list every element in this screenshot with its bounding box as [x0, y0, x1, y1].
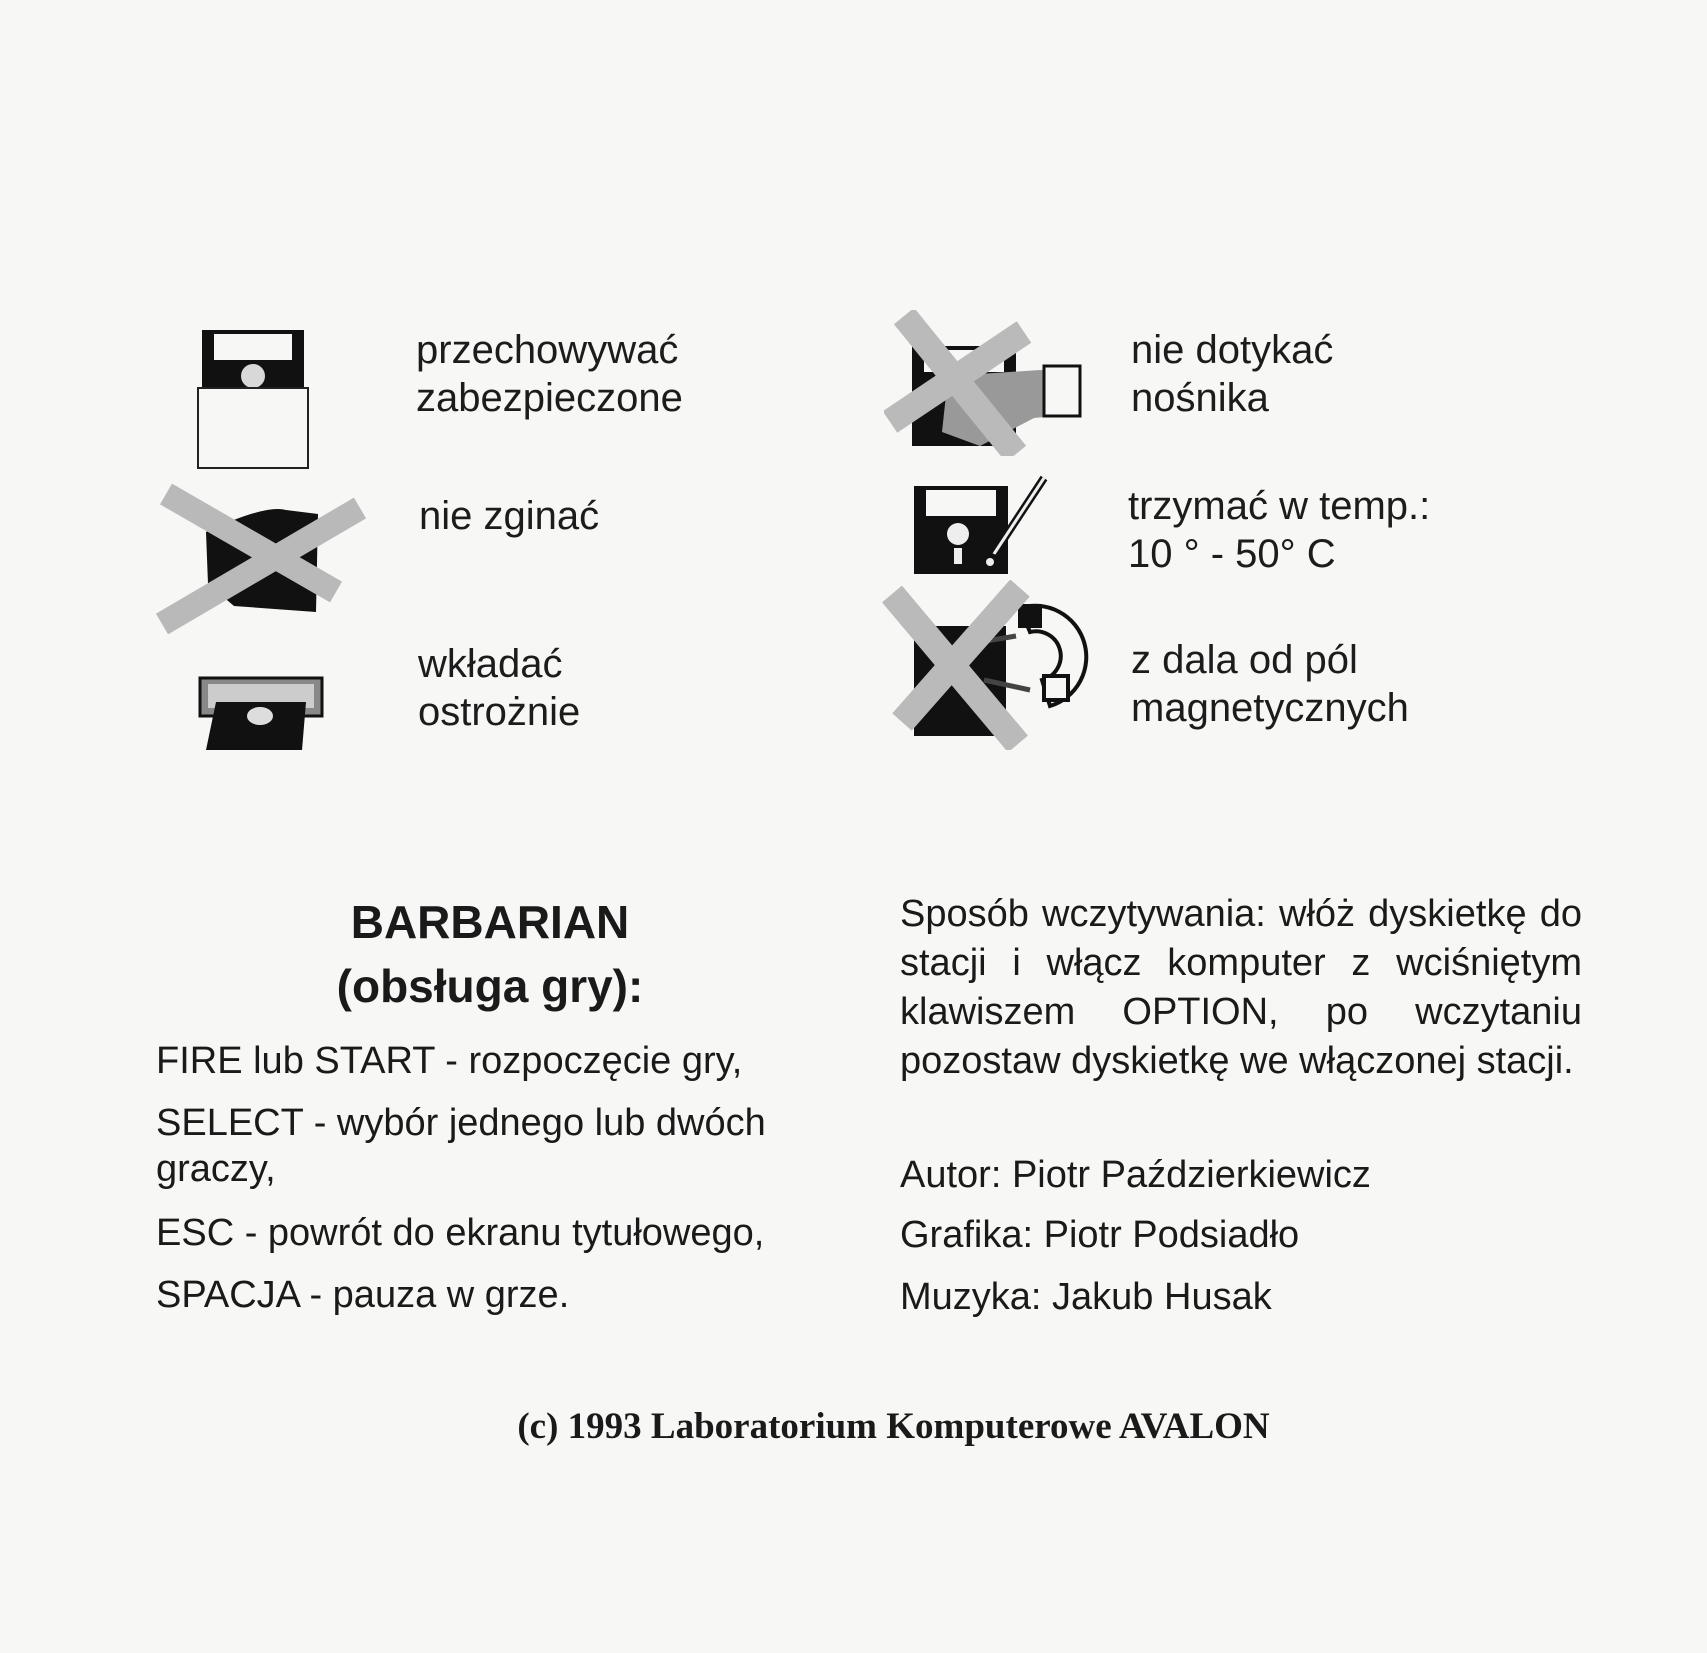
floppy-in-sleeve-icon — [196, 328, 312, 470]
care-line: trzymać w temp.: — [1128, 484, 1431, 528]
care-text-magnetic — [1131, 636, 1409, 732]
care-text-temperature — [1128, 482, 1430, 578]
care-line: magnetycznych — [1131, 686, 1409, 730]
care-line: ostrożnie — [418, 690, 581, 734]
credit-graphics: Grafika: Piotr Podsiadło — [900, 1214, 1300, 1256]
loading-instructions: Sposób wczytywania: włóż dyskietkę do stacji i włącz komputer z wciśniętym klawiszem OPTION, po wczytaniu pozostaw dyskietkę we włączonej stacji. — [900, 893, 1582, 1082]
no-magnet-icon — [880, 580, 1098, 750]
care-text-touch — [1131, 326, 1333, 422]
credit-author: Autor: Piotr Paździerkiewicz — [900, 1154, 1371, 1196]
control-select: SELECT - wybór jednego lub dwóch graczy, — [156, 1102, 766, 1190]
care-text-bend — [419, 492, 599, 540]
care-line: nośnika — [1131, 376, 1269, 420]
care-line: z dala od pól — [1131, 638, 1358, 682]
care-line: zabezpieczone — [416, 376, 683, 420]
control-space: SPACJA - pauza w grze. — [156, 1274, 570, 1316]
game-subtitle: (obsługa gry): — [336, 960, 644, 1012]
control-esc: ESC - powrót do ekranu tytułowego, — [156, 1212, 765, 1254]
care-text-insert — [418, 640, 580, 736]
care-line: nie zginać — [419, 494, 600, 538]
no-bend-floppy-icon — [156, 484, 370, 634]
game-title: BARBARIAN — [350, 896, 630, 948]
credit-music: Muzyka: Jakub Husak — [900, 1276, 1272, 1318]
care-text-store — [416, 326, 683, 422]
care-line: przechowywać — [416, 328, 679, 372]
insert-floppy-drive-icon — [198, 676, 324, 752]
control-fire: FIRE lub START - rozpoczęcie gry, — [156, 1040, 743, 1082]
no-touch-media-icon — [884, 310, 1104, 456]
thermometer-floppy-icon — [912, 474, 1052, 576]
care-line: 10 ° - 50° C — [1128, 532, 1336, 576]
copyright: (c) 1993 Laboratorium Komputerowe AVALON — [517, 1406, 1270, 1447]
care-line: nie dotykać — [1131, 328, 1334, 372]
care-line: wkładać — [418, 642, 563, 686]
